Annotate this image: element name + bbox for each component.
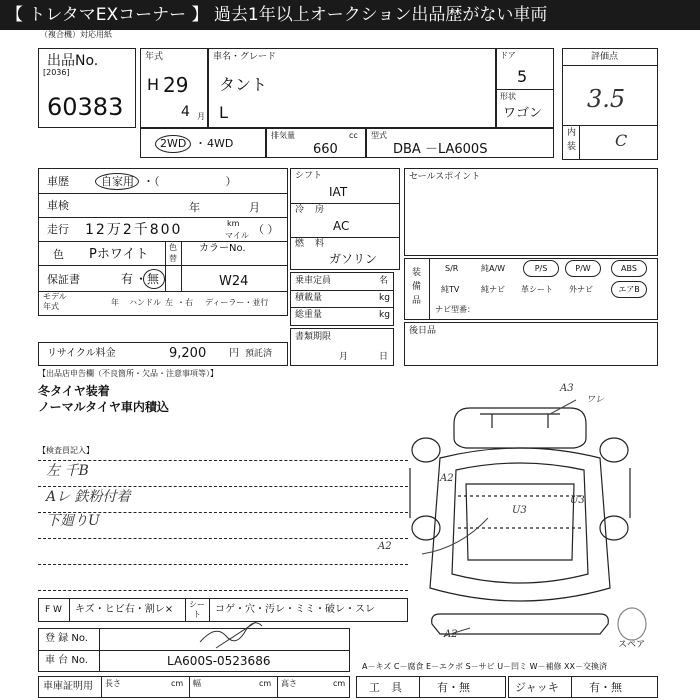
mileage-label: 走行 [47, 223, 69, 236]
banner: 【 トレタマEXコーナー 】 過去1年以上オークション出品歴がない車両 [0, 0, 700, 30]
jack-box [508, 676, 658, 698]
interior-label-2: 装 [567, 142, 577, 152]
chassis-label: 車 台 No. [45, 655, 88, 666]
model-name: タント [219, 75, 268, 94]
load-label: 積載量 [295, 293, 323, 303]
capacity-box [290, 272, 394, 326]
model-year-year: 年 [111, 298, 119, 307]
score-value: 3.5 [587, 85, 626, 113]
color-change-2: 替 [169, 254, 177, 263]
year-value: 29 [163, 73, 189, 97]
color-label: 色 [53, 248, 64, 261]
equip-side-3: 品 [412, 296, 422, 306]
cert-width-unit: cm [259, 679, 272, 688]
notes-line-1: 冬タイヤ装着 [38, 384, 110, 398]
year-label: 年式 [145, 52, 164, 62]
drive-sep: ・ [195, 137, 206, 150]
model-year-l1: モデル [43, 292, 67, 301]
cert-label: 車庫証明用 [43, 681, 93, 692]
dealer-label: ディーラー・並行 [205, 298, 269, 307]
shift-label: シフト [295, 171, 323, 181]
inspector-note-2: Aレ 鉄粉付着 [46, 489, 131, 505]
warranty-yes: 有 [121, 272, 134, 286]
doors-box [496, 48, 554, 128]
later-items-box [404, 322, 658, 366]
ac-label-2: 房 [315, 205, 325, 215]
year-month: 4 [181, 104, 190, 120]
displacement-box [266, 128, 366, 158]
equip-sr: S/R [445, 264, 459, 273]
history-rest: ・（ ） [143, 175, 237, 188]
equip-tv: 純TV [441, 285, 460, 294]
warranty-sep: ・ [135, 272, 148, 286]
inspector-note-3: 下廻りU [46, 513, 100, 529]
mid-box [290, 168, 400, 270]
sales-point-box [404, 168, 658, 256]
diag-label-u3-b: U3 [570, 495, 585, 506]
type-label: 型式 [371, 131, 387, 140]
type-box [366, 128, 554, 158]
ac-label-1: 冷 [295, 205, 305, 215]
subheader: （複合機）対応用紙 [40, 30, 112, 39]
sales-point-label: セールスポイント [409, 172, 481, 182]
name-box [208, 48, 496, 128]
notes-label: 【出品店申告欄（不良箇所・欠品・注意事項等）】 [38, 369, 218, 378]
year-era: H [147, 75, 160, 94]
cert-height-unit: cm [333, 679, 346, 688]
diag-label-a2-c: A2 [444, 629, 458, 640]
notes-line-2: ノーマルタイヤ車内積込 [38, 400, 169, 414]
type-value: DBA －LA600S [393, 142, 488, 157]
grade: L [219, 103, 228, 122]
shape-label: 形状 [500, 92, 516, 101]
cert-box [38, 676, 350, 698]
interior-value: C [615, 131, 628, 150]
lot-box [38, 48, 136, 128]
fw-label: F W [45, 605, 62, 615]
warranty-no: 無 [147, 272, 160, 286]
reg-no-label: 登 録 No. [45, 633, 88, 644]
history-own: 自家用 [101, 175, 134, 188]
capacity-unit: 名 [379, 276, 389, 286]
inspection-year: 年 [189, 201, 200, 214]
recycle-unit: 円 [229, 348, 239, 359]
handle-dot: ・ [177, 298, 185, 307]
equip-ext-navi: 外ナビ [569, 285, 593, 294]
seat-label-1: シー [189, 600, 205, 609]
equip-leather: 革シート [521, 285, 553, 294]
tools-label: 工 具 [369, 681, 402, 694]
displacement-unit: cc [349, 131, 358, 140]
doors-label: ドア [500, 51, 516, 60]
recycle-label: リサイクル料金 [47, 348, 116, 359]
equip-airbag: エアB [611, 281, 647, 298]
diag-label-a3: A3 [560, 383, 574, 394]
equip-aw: 純A/W [481, 264, 506, 273]
inspection-month: 月 [249, 201, 260, 214]
reg-period-label: 書類期限 [295, 332, 332, 342]
cert-length: 長さ [105, 679, 121, 688]
reg-period-month: 月 [339, 352, 349, 362]
fuel-label-2: 料 [315, 239, 325, 249]
chassis-value: LA600S-0523686 [167, 654, 271, 668]
signature-scribble [196, 612, 276, 652]
history-label: 車歴 [47, 175, 69, 188]
equip-navi: 純ナビ [481, 285, 505, 294]
displacement-label: 排気量 [271, 131, 295, 140]
equip-abs: ABS [611, 260, 647, 277]
damage-legend: A－キズ C－腐食 E－エクボ S－サビ U－凹ミ W－補修 XX－交換済 [362, 662, 608, 671]
later-items-label: 後日品 [409, 326, 437, 336]
drive-box [140, 128, 266, 158]
year-box [140, 48, 208, 128]
displacement-value: 660 [313, 142, 338, 157]
bottom-id-box [38, 628, 350, 672]
doors-value: 5 [517, 67, 528, 86]
capacity-label: 乗車定員 [295, 276, 332, 286]
drive-4wd: 4WD [207, 137, 234, 150]
equip-side-2: 備 [412, 282, 422, 292]
diag-label-u3-a: U3 [512, 505, 527, 516]
reg-period-box [290, 328, 394, 366]
equipment-box [404, 258, 658, 320]
fw-text: キズ・ヒビ右・割レ× [75, 604, 174, 615]
cert-length-unit: cm [171, 679, 184, 688]
diag-label-a2-b: A2 [440, 473, 454, 484]
mileage-km: km [227, 219, 240, 228]
score-label: 評価点 [591, 52, 619, 62]
mileage-paren: （ ） [253, 223, 279, 236]
lot-small: [2036] [43, 68, 70, 77]
interior-label-1: 内 [567, 128, 577, 138]
handle-left: 左 [165, 298, 173, 307]
inspection-label: 車検 [47, 199, 69, 212]
diag-label-a2-a: A2 [378, 541, 392, 552]
reg-period-day: 日 [379, 352, 389, 362]
model-year-l2: 年式 [43, 302, 59, 311]
mileage-value: 12万2千800 [85, 222, 183, 238]
handle-label: ハンドル [129, 298, 161, 307]
inspector-label: 【検査員記入】 [38, 446, 94, 455]
ac-value: AC [333, 219, 350, 233]
tools-value: 有・無 [437, 681, 470, 694]
year-month-unit: 月 [197, 112, 205, 121]
car-diagram [400, 378, 690, 648]
recycle-value: 9,200 [169, 346, 207, 361]
jack-value: 有・無 [589, 681, 622, 694]
jack-label: ジャッキ [515, 681, 559, 694]
left-info [38, 168, 288, 316]
equip-ps: P/S [523, 260, 559, 277]
handle-right: 右 [185, 298, 193, 307]
load-unit: kg [379, 293, 390, 303]
inspector-note-1: 左 千B [46, 463, 89, 479]
cert-height: 高さ [281, 679, 297, 688]
gross-label: 総重量 [295, 310, 323, 320]
color-no: W24 [219, 274, 249, 289]
cert-width: 幅 [193, 679, 201, 688]
gross-unit: kg [379, 310, 390, 320]
score-box [562, 48, 658, 160]
tools-box [356, 676, 506, 698]
mileage-mile: マイル [225, 231, 249, 240]
fuel-label-1: 燃 [295, 239, 305, 249]
recycle-note: 預託済 [245, 349, 273, 359]
navi-model-label: ナビ型番： [435, 305, 475, 314]
drive-2wd: 2WD [160, 137, 187, 150]
shift-value: IAT [329, 185, 348, 199]
warranty-label: 保証書 [47, 273, 80, 286]
color-value: Pホワイト [89, 247, 149, 262]
equip-side-1: 装 [412, 268, 422, 278]
lot-label: 出品No. [47, 53, 99, 69]
lot-number: 60383 [47, 93, 124, 121]
recycle-box [38, 342, 288, 366]
fuel-value: ガソリン [329, 252, 378, 266]
color-change-1: 色 [169, 243, 177, 252]
shape-value: ワゴン [503, 106, 543, 121]
diag-label-crack: ワレ [586, 395, 605, 405]
seat-label-2: ト [193, 610, 201, 619]
spare-label: スペア [618, 640, 646, 650]
color-no-label: カラーNo. [199, 243, 246, 254]
name-label: 車名・グレード [213, 52, 277, 62]
equip-pw: P/W [565, 260, 601, 277]
seat-text: コゲ・穴・汚レ・ミミ・破レ・スレ [215, 604, 375, 615]
